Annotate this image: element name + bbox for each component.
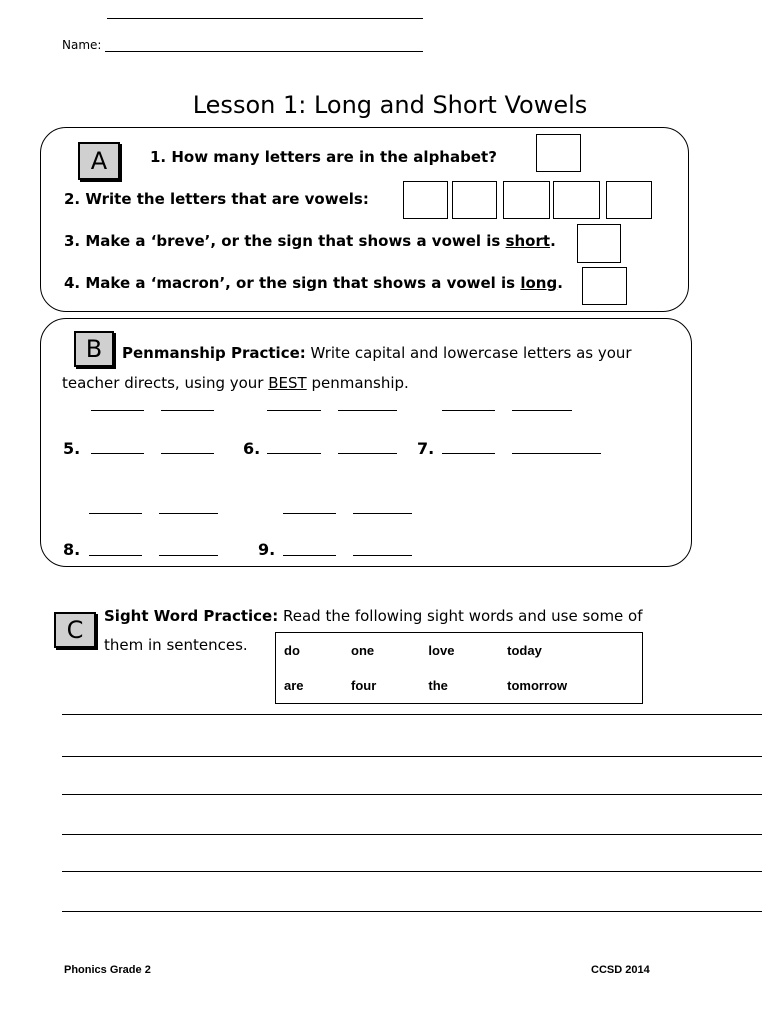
writing-line[interactable]: [159, 513, 218, 514]
sight-word: the: [428, 678, 448, 693]
writing-line[interactable]: [91, 453, 144, 454]
top-blank-line[interactable]: [107, 18, 423, 19]
writing-line[interactable]: [91, 410, 144, 411]
writing-line[interactable]: [442, 453, 495, 454]
section-c-badge: C: [54, 612, 96, 648]
vowel-box-3[interactable]: [503, 181, 550, 219]
section-b-badge: B: [74, 331, 114, 367]
sentence-line[interactable]: [62, 714, 762, 715]
item-number-5: 5.: [63, 439, 81, 458]
writing-line[interactable]: [267, 410, 321, 411]
writing-line[interactable]: [338, 453, 397, 454]
penmanship-keyword: BEST: [268, 374, 307, 392]
answer-box-macron[interactable]: [582, 267, 627, 305]
penmanship-text-2: teacher directs, using your: [62, 374, 269, 392]
writing-line[interactable]: [353, 513, 412, 514]
sentence-line[interactable]: [62, 911, 762, 912]
question-3-text: 3. Make a ‘breve’, or the sign that shows a vowel is: [64, 232, 506, 250]
table-row: [276, 633, 643, 669]
sight-word: love: [428, 643, 455, 658]
section-a-badge: A: [78, 142, 120, 180]
sight-word-instructions-2: them in sentences.: [104, 636, 248, 654]
writing-line[interactable]: [161, 453, 214, 454]
writing-line[interactable]: [353, 555, 412, 556]
penmanship-instructions-1: [122, 338, 632, 368]
writing-line[interactable]: [159, 555, 218, 556]
question-2: 2. Write the letters that are vowels:: [64, 190, 369, 208]
question-4-period: .: [557, 274, 563, 292]
sight-word-instructions-1: [104, 601, 643, 631]
writing-line[interactable]: [161, 410, 214, 411]
penmanship-text-3: penmanship.: [306, 374, 409, 392]
sight-words-table: [275, 632, 643, 704]
sentence-line[interactable]: [62, 756, 762, 757]
vowel-box-1[interactable]: [403, 181, 448, 219]
sentence-line[interactable]: [62, 871, 762, 872]
sight-word: today: [507, 643, 542, 658]
writing-line[interactable]: [512, 453, 601, 454]
sight-word: four: [351, 678, 377, 693]
name-label: Name:: [62, 38, 102, 52]
question-4-keyword: long: [520, 274, 558, 292]
writing-line[interactable]: [283, 555, 336, 556]
item-number-8: 8.: [63, 540, 81, 559]
sight-word-heading: Sight Word Practice:: [104, 607, 279, 625]
name-field-line[interactable]: [105, 51, 423, 52]
writing-line[interactable]: [283, 513, 336, 514]
writing-line[interactable]: [267, 453, 321, 454]
penmanship-instructions-2: [62, 368, 409, 398]
writing-line[interactable]: [338, 410, 397, 411]
footer-left: Phonics Grade 2: [64, 964, 151, 976]
penmanship-heading: Penmanship Practice:: [122, 344, 306, 362]
answer-box-alphabet[interactable]: [536, 134, 581, 172]
vowel-box-5[interactable]: [606, 181, 652, 219]
writing-line[interactable]: [512, 410, 572, 411]
sentence-line[interactable]: [62, 794, 762, 795]
vowel-box-2[interactable]: [452, 181, 497, 219]
question-3-period: .: [550, 232, 556, 250]
sight-word-text-1: Read the following sight words and use some of: [278, 607, 643, 625]
footer-right: CCSD 2014: [591, 964, 650, 976]
answer-box-breve[interactable]: [577, 224, 621, 263]
page-title: Lesson 1: Long and Short Vowels: [192, 91, 588, 119]
item-number-6: 6.: [243, 439, 261, 458]
writing-line[interactable]: [89, 555, 142, 556]
question-3: [64, 232, 556, 250]
question-4-text: 4. Make a ‘macron’, or the sign that shows a vowel is: [64, 274, 521, 292]
question-1: 1. How many letters are in the alphabet?: [150, 148, 497, 166]
sentence-line[interactable]: [62, 834, 762, 835]
sight-word: do: [284, 643, 300, 658]
writing-line[interactable]: [89, 513, 142, 514]
question-4: [64, 274, 563, 292]
item-number-7: 7.: [417, 439, 435, 458]
writing-line[interactable]: [442, 410, 495, 411]
sight-word: tomorrow: [507, 678, 568, 693]
question-3-keyword: short: [505, 232, 551, 250]
sight-word: one: [351, 643, 375, 658]
penmanship-text-1: Write capital and lowercase letters as your: [305, 344, 632, 362]
sight-word: are: [284, 678, 304, 693]
vowel-box-4[interactable]: [553, 181, 600, 219]
item-number-9: 9.: [258, 540, 276, 559]
table-row: [276, 668, 643, 704]
